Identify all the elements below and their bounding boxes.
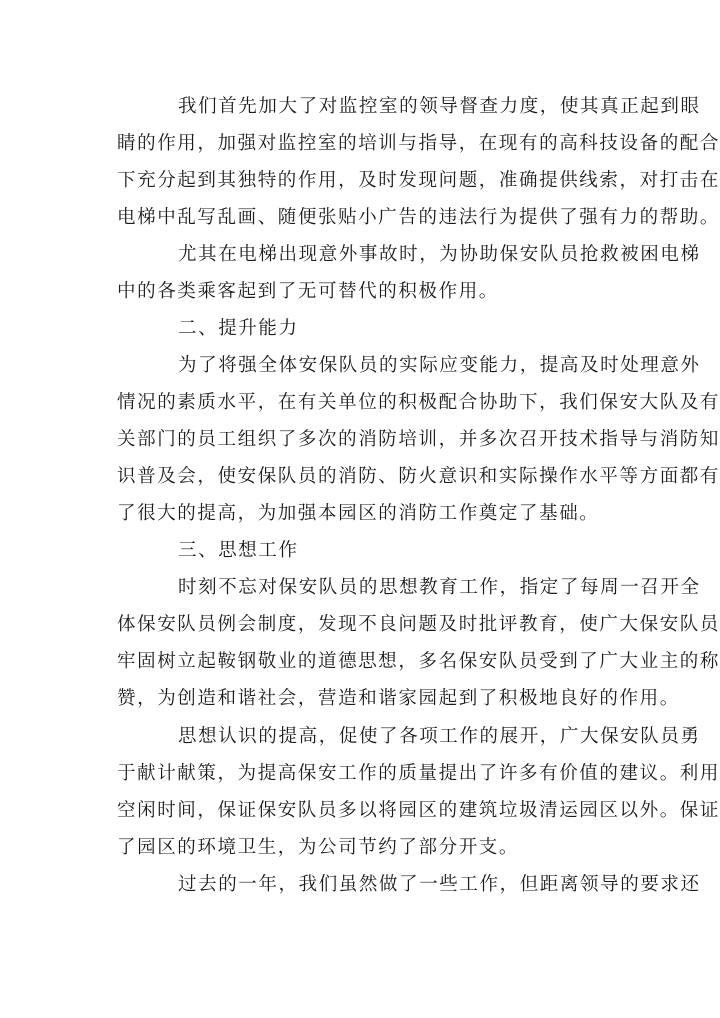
paragraph-line: 思想认识的提高，促使了各项工作的展开，广大保安队员勇 xyxy=(178,726,701,747)
paragraph-line: 牢固树立起鞍钢敬业的道德思想，多名保安队员受到了广大业主的称 xyxy=(117,651,720,672)
paragraph-line: 我们首先加大了对监控室的领导督查力度，使其真正起到眼 xyxy=(178,96,701,117)
section-heading: 二、提升能力 xyxy=(178,318,299,339)
paragraph-line: 过去的一年，我们虽然做了一些工作，但距离领导的要求还 xyxy=(178,874,701,895)
paragraph-line: 识普及会，使安保队员的消防、防火意识和实际操作水平等方面都有 xyxy=(117,466,720,487)
paragraph-line: 于献计献策，为提高保安工作的质量提出了许多有价值的建议。利用 xyxy=(117,763,720,784)
paragraph-line: 睛的作用，加强对监控室的培训与指导，在现有的高科技设备的配合 xyxy=(117,133,720,154)
paragraph-line: 了很大的提高，为加强本园区的消防工作奠定了基础。 xyxy=(117,503,600,524)
paragraph-line: 体保安队员例会制度，发现不良问题及时批评教育，使广大保安队员 xyxy=(117,614,720,635)
paragraph-line: 电梯中乱写乱画、随便张贴小广告的违法行为提供了强有力的帮助。 xyxy=(117,207,720,228)
paragraph-line: 时刻不忘对保安队员的思想教育工作，指定了每周一召开全 xyxy=(178,577,701,598)
section-heading: 三、思想工作 xyxy=(178,540,299,561)
paragraph-line: 赞，为创造和谐社会，营造和谐家园起到了积极地良好的作用。 xyxy=(117,688,680,709)
paragraph-line: 中的各类乘客起到了无可替代的积极作用。 xyxy=(117,281,499,302)
paragraph-line: 下充分起到其独特的作用，及时发现问题，准确提供线索，对打击在 xyxy=(117,170,720,191)
paragraph-line: 空闲时间，保证保安队员多以将园区的建筑垃圾清运园区以外。保证 xyxy=(117,800,720,821)
paragraph-line: 为了将强全体安保队员的实际应变能力，提高及时处理意外 xyxy=(178,355,701,376)
paragraph-line: 尤其在电梯出现意外事故时，为协助保安队员抢救被困电梯 xyxy=(178,244,701,265)
paragraph-line: 了园区的环境卫生，为公司节约了部分开支。 xyxy=(117,837,520,858)
paragraph-line: 情况的素质水平，在有关单位的积极配合协助下，我们保安大队及有 xyxy=(117,392,720,413)
paragraph-line: 关部门的员工组织了多次的消防培训，并多次召开技术指导与消防知 xyxy=(117,429,720,450)
